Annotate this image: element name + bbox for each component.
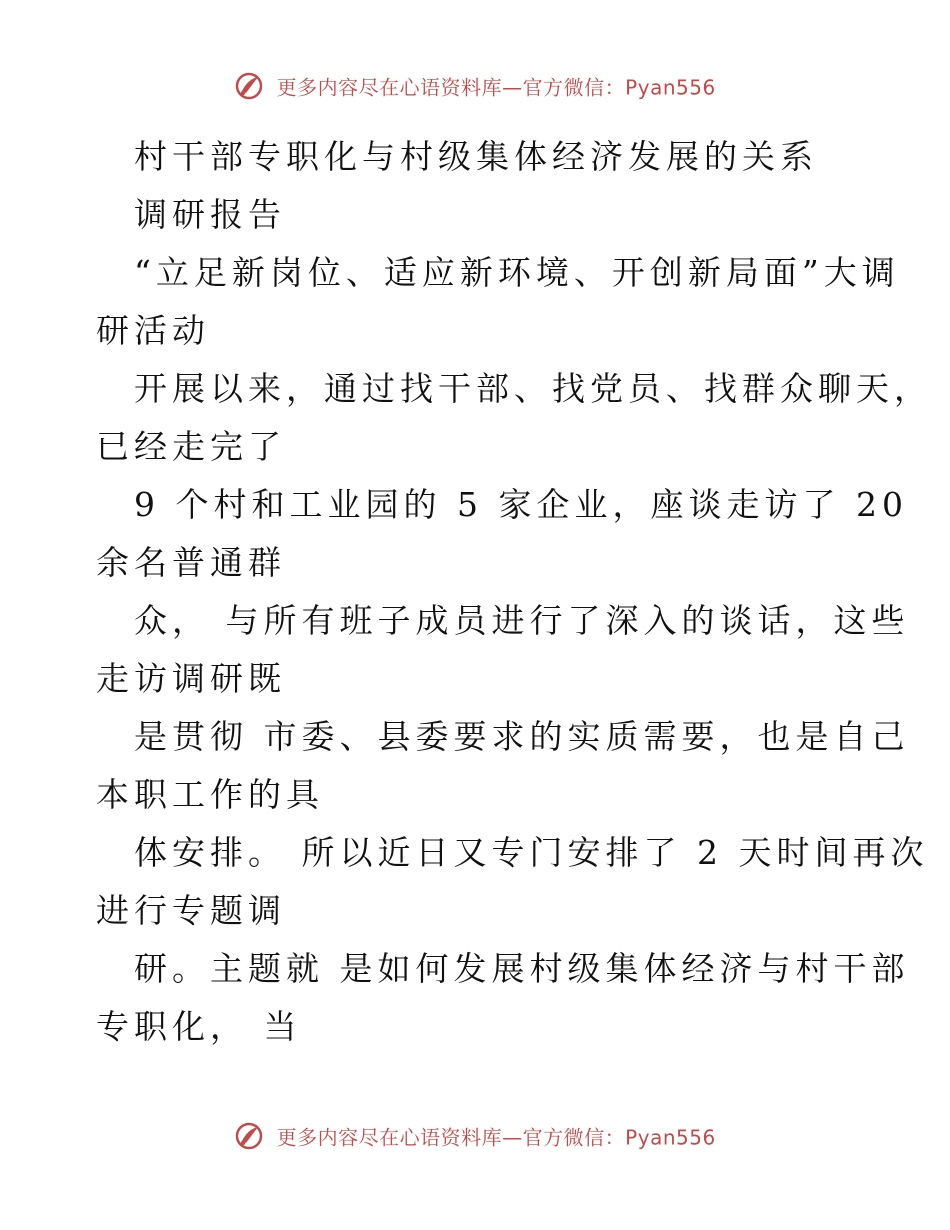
paragraph-line: 是贯彻 市委、县委要求的实质需要，也是自己 bbox=[134, 717, 910, 756]
footer-watermark bbox=[0, 1122, 950, 1153]
header-watermark bbox=[0, 72, 950, 103]
paragraph-line: 9 个村和工业园的 5 家企业，座谈走访了 20 bbox=[134, 485, 908, 524]
paragraph-line: 进行专题调 bbox=[96, 891, 286, 930]
footer-watermark-text: 更多内容尽在心语资料库—官方微信：Pyan556 bbox=[276, 1125, 716, 1150]
paragraph-line: 走访调研既 bbox=[96, 659, 286, 698]
title-line-2: 调研报告 bbox=[134, 195, 286, 234]
paragraph-line: 专职化， 当 bbox=[96, 1007, 302, 1046]
title-line-1: 村干部专职化与村级集体经济发展的关系 bbox=[134, 137, 818, 176]
document-body bbox=[96, 128, 932, 1056]
paragraph-line: 众， 与所有班子成员进行了深入的谈话，这些 bbox=[134, 601, 910, 640]
paragraph-line: 研。主题就 是如何发展村级集体经济与村干部 bbox=[134, 949, 910, 988]
paragraph-line: 本职工作的具 bbox=[96, 775, 324, 814]
paragraph-line: 余名普通群 bbox=[96, 543, 286, 582]
paragraph-line: “立足新岗位、适应新环境、开创新局面”大调 bbox=[134, 253, 900, 292]
paragraph-line: 研活动 bbox=[96, 311, 210, 350]
paragraph-line: 已经走完了 bbox=[96, 427, 286, 466]
header-watermark-text: 更多内容尽在心语资料库—官方微信：Pyan556 bbox=[276, 75, 716, 100]
paragraph-line: 开展以来，通过找干部、找党员、找群众聊天， bbox=[134, 369, 932, 408]
brush-seal-icon bbox=[234, 1121, 264, 1151]
brush-seal-icon bbox=[234, 71, 264, 101]
paragraph-line: 体安排。 所以近日又专门安排了 2 天时间再次 bbox=[134, 833, 929, 872]
